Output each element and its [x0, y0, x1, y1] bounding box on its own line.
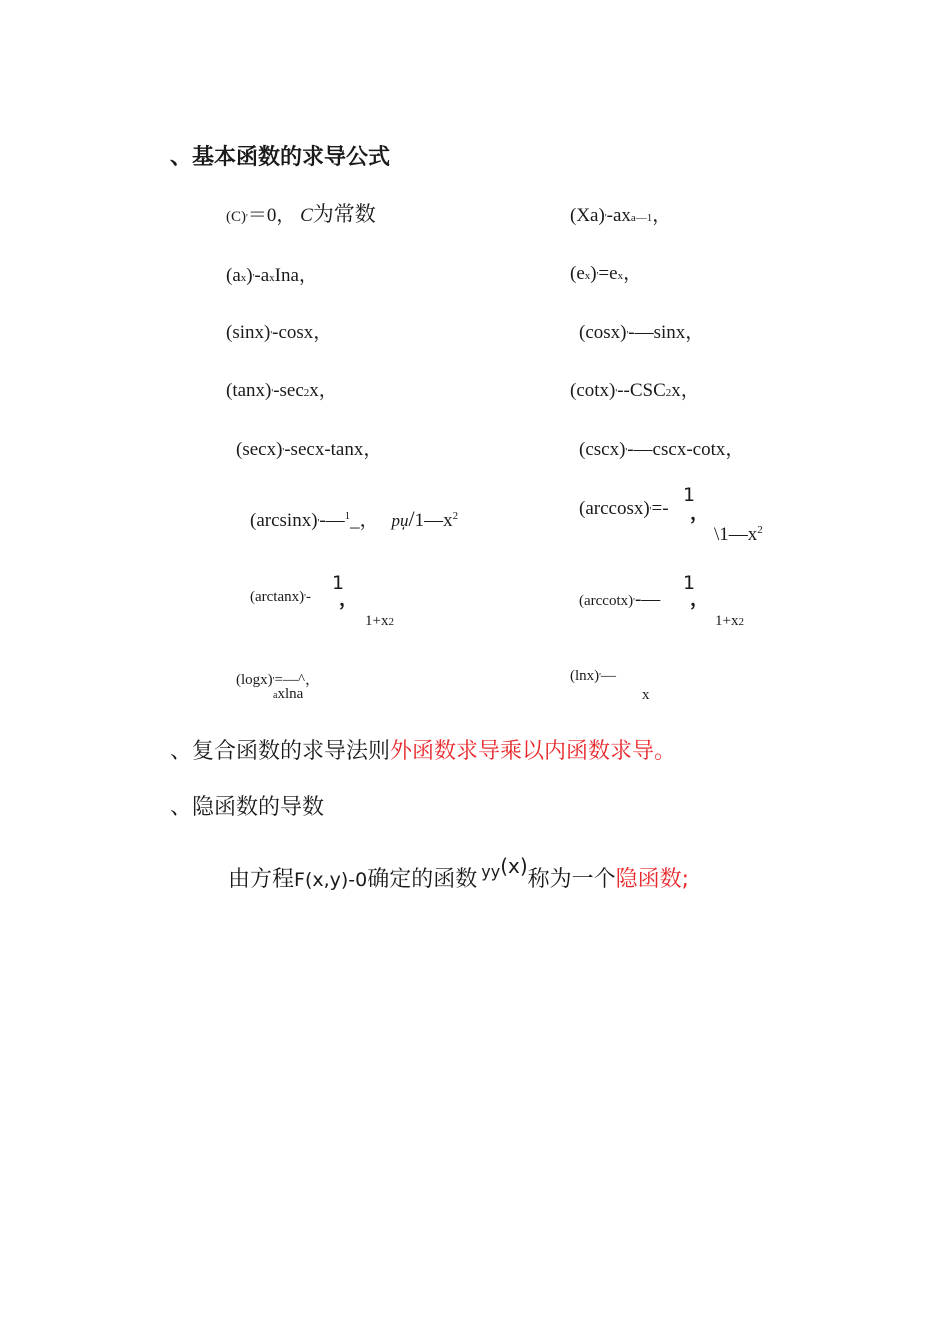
- formula-arccos-numerator: 1: [683, 484, 696, 506]
- formula-log: (logx)'=—^，: [236, 672, 320, 688]
- formula-exponential-e: (ex)'=ex，: [570, 263, 643, 284]
- formula-constant: (C)'＝0， C为常数: [226, 202, 376, 226]
- formula-arctan-numerator: 1: [332, 572, 345, 594]
- formula-csc: (cscx)'-—cscx-cotx，: [579, 439, 745, 460]
- formula-arccot: (arccotx)'-—: [579, 589, 661, 610]
- formula-arctan-comma: ，: [339, 589, 359, 610]
- formula-arccos-denominator: $\backslash 1—x^2$: [714, 524, 763, 545]
- implicit-function-term: 隐函数;: [615, 867, 690, 892]
- formula-tan: (tanx)'-sec2x，: [226, 380, 338, 401]
- implicit-definition: 由方程F(x,y)-0确定的函数 $^{yy}$(x)称为一个隐函数;: [228, 854, 690, 892]
- formula-arcsin: (arcsinx)'-—$^1$_， $рџ/1—x^2$: [250, 506, 459, 531]
- formula-cos: (cosx)'-—sinx，: [579, 322, 705, 343]
- formula-ln-denominator: x: [642, 687, 650, 703]
- formula-cot: (cotx)'--CSC2x，: [570, 380, 700, 401]
- formula-arccot-comma: ，: [690, 589, 710, 610]
- formula-arccot-denominator: 1+x2: [715, 613, 744, 629]
- section-title-basic-derivatives: 、基本函数的求导公式: [170, 145, 391, 170]
- section-title-implicit: 、隐函数的导数: [170, 795, 325, 820]
- formula-arctan-denominator: 1+x2: [365, 613, 394, 629]
- formula-arctan: (arctanx)'-: [250, 589, 311, 605]
- formula-exponential-a: (ax)'-axIna，: [226, 265, 318, 286]
- section-title-chain-rule: 、复合函数的求导法则外函数求导乘以内函数求导。: [170, 739, 677, 764]
- formula-sin: (sinx)'-cosx，: [226, 322, 333, 343]
- formula-arccos: (arccosx)'=-: [579, 498, 669, 519]
- formula-ln: (lnx)'—: [570, 668, 616, 684]
- chain-rule-text: 外函数求导乘以内函数求导。: [390, 739, 677, 764]
- formula-sec: (secx)'-secx-tanx，: [236, 439, 383, 460]
- formula-arccos-comma: ，: [690, 503, 710, 524]
- formula-power: (Xa)'-axa—1，: [570, 205, 672, 226]
- formula-log-denominator: axlna: [273, 686, 304, 702]
- formula-arccot-numerator: 1: [683, 572, 696, 594]
